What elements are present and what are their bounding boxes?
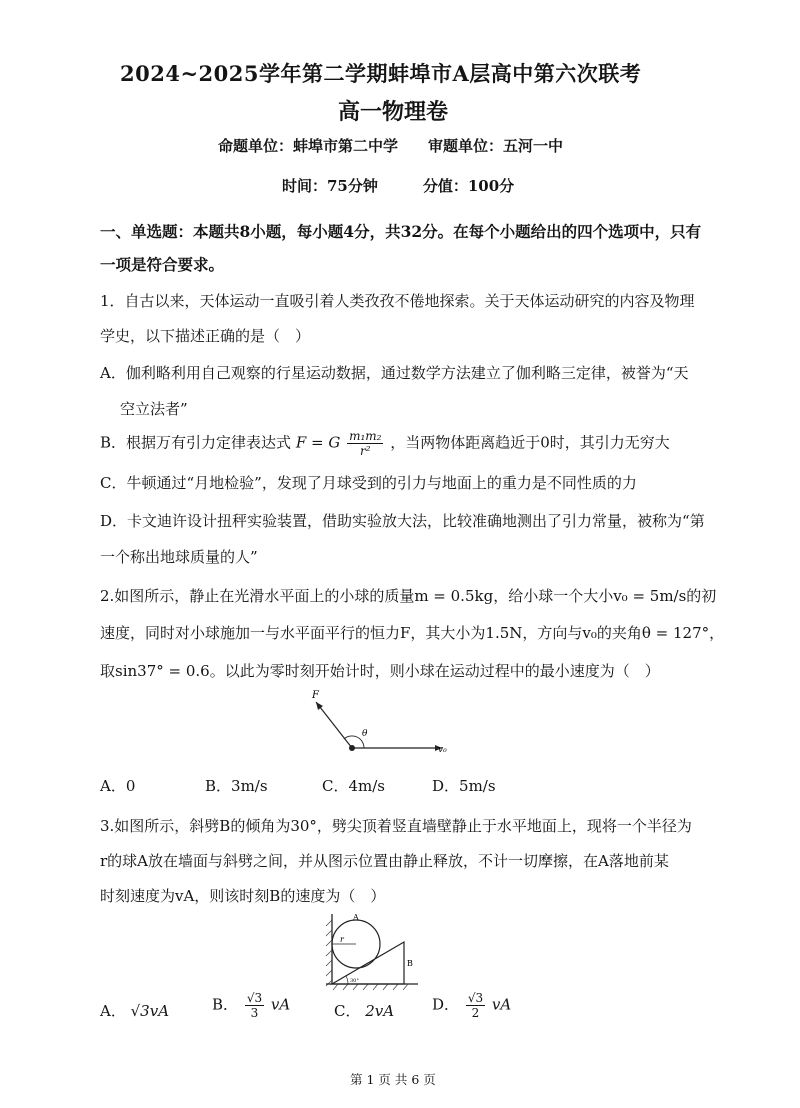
- q1-option-c: C．牛顿通过“月地检验”，发现了月球受到的引力与地面上的重力是不同性质的力: [100, 474, 637, 492]
- exam-time-score: 时间：75分钟 分值：100分: [282, 177, 515, 195]
- q3-option-d-label: D．: [432, 995, 460, 1014]
- q2-option-a: A．0: [100, 777, 136, 795]
- section-heading-line1: 一、单选题：本题共8小题，每小题4分，共32分。在每个小题给出的四个选项中，只有: [100, 222, 702, 241]
- ball-point: [349, 745, 355, 751]
- q3-option-a-value: √3vA: [130, 1002, 170, 1020]
- q1-option-b-suffix: ，当两物体距离趋近于0时，其引力无穷大: [390, 433, 670, 452]
- force-vector: [316, 702, 352, 748]
- section-heading-line2: 一项是符合要求。: [100, 255, 225, 274]
- q3-stem-line1: 3.如图所示，斜劈B的倾角为30°，劈尖顶着竖直墙壁静止于水平地面上，现将一个半径为: [100, 817, 692, 835]
- q3-stem-line2: r的球A放在墙面与斜劈之间，并从图示位置由静止释放，不计一切摩擦，在A落地前某: [100, 852, 669, 870]
- q3-option-b-tail: vA: [270, 995, 291, 1014]
- q3-option-a-label: A．: [100, 1002, 126, 1020]
- page-footer: 第 1 页 共 6 页: [350, 1072, 436, 1087]
- v0-label: v₀: [438, 745, 447, 755]
- radius-label: r: [340, 935, 344, 944]
- q1-stem-line1: 1．自古以来，天体运动一直吸引着人类孜孜不倦地探索。关于天体运动研究的内容及物理: [100, 292, 695, 310]
- exam-subtitle: 高一物理卷: [338, 99, 449, 125]
- q3-option-b-label: B．: [212, 995, 239, 1014]
- exam-units: 命题单位：蚌埠市第二中学 审题单位：五河一中: [218, 137, 564, 155]
- exam-title: 2024~2025学年第二学期蚌埠市A层高中第六次联考: [120, 61, 642, 86]
- q3-option-b-fraction: [245, 992, 264, 1019]
- wall-hatching: [326, 920, 332, 986]
- ground-hatching: [333, 984, 408, 990]
- q3-wedge-diagram: [318, 910, 422, 992]
- q2-option-c: C．4m/s: [322, 777, 385, 795]
- wedge-angle-label: 30°: [350, 978, 359, 984]
- q3-option-a: [100, 1000, 169, 1021]
- q3-option-c-label: C．: [334, 1002, 361, 1020]
- q1-option-d-line2: 一个称出地球质量的人”: [100, 548, 258, 566]
- q3-stem-line3: 时刻速度为vA，则该时刻B的速度为（ ）: [100, 887, 386, 905]
- q1-option-d-line1: D．卡文迪许设计扭秤实验装置，借助实验放大法，比较准确地测出了引力常量，被称为“第: [100, 512, 705, 530]
- q3-option-d-tail: vA: [491, 995, 512, 1014]
- gravitation-formula: F = G: [295, 433, 341, 452]
- q1-option-b-prefix: B．根据万有引力定律表达式: [100, 433, 292, 452]
- q2-stem-line3: 取sin37° = 0.6。以此为零时刻开始计时，则小球在运动过程中的最小速度为（ ）: [100, 662, 660, 680]
- fraction-denominator: r²: [360, 444, 371, 458]
- q3-option-b: [212, 992, 290, 1019]
- fraction-numerator: m₁m₂: [349, 429, 382, 443]
- force-label: F: [312, 690, 319, 701]
- wedge-b: [332, 942, 404, 984]
- q1-option-a-line2: 空立法者”: [120, 400, 188, 418]
- fraction-numerator: √3: [246, 991, 263, 1005]
- q2-force-diagram: [300, 688, 470, 760]
- theta-label: θ: [362, 729, 368, 739]
- q3-option-d: [432, 992, 511, 1019]
- q3-option-c: [334, 1000, 394, 1021]
- fraction-denominator: 3: [250, 1006, 259, 1020]
- wedge-b-label: B: [407, 959, 413, 968]
- q2-option-b: B．3m/s: [205, 777, 268, 795]
- fraction-denominator: 2: [471, 1006, 480, 1020]
- ball-a-label: A: [353, 913, 359, 922]
- q2-option-d: D．5m/s: [432, 777, 496, 795]
- fraction-numerator: √3: [467, 991, 484, 1005]
- q1-option-a-line1: A．伽利略利用自己观察的行星运动数据，通过数学方法建立了伽利略三定律，被誉为“天: [100, 364, 689, 382]
- q1-stem-line2: 学史，以下描述正确的是（ ）: [100, 327, 311, 345]
- q2-stem-line2: 速度，同时对小球施加一与水平面平行的恒力F，其大小为1.5N，方向与v₀的夹角θ = 127°，: [100, 624, 725, 642]
- q3-option-c-value: 2vA: [365, 1002, 395, 1020]
- q1-option-b: [100, 430, 670, 457]
- gravitation-fraction: [347, 430, 383, 457]
- wedge-angle-arc: [346, 976, 348, 984]
- q3-option-d-fraction: [466, 992, 485, 1019]
- q2-stem-line1: 2.如图所示，静止在光滑水平面上的小球的质量m = 0.5kg，给小球一个大小v₀ = 5m/s的初: [100, 587, 717, 605]
